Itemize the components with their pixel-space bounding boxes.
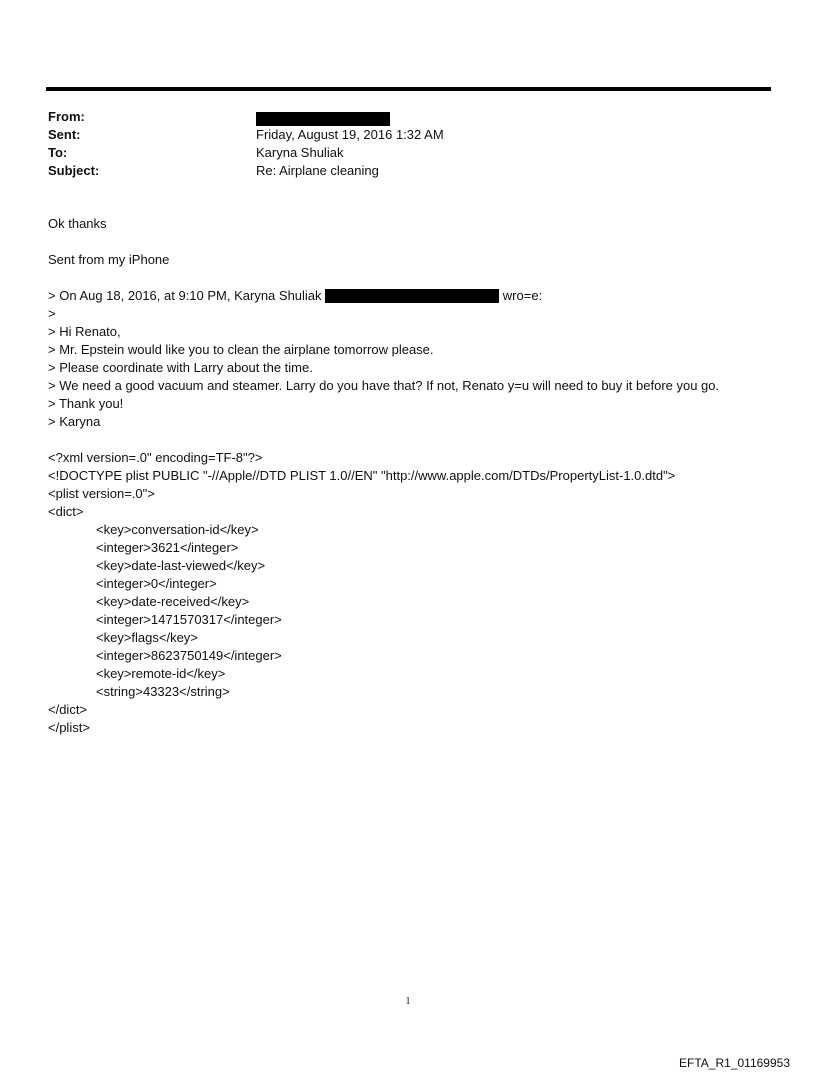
quote-line: > [48,306,56,321]
quote-line: > Please coordinate with Larry about the time. [48,360,313,375]
xml-line: <integer>0</integer> [96,576,217,591]
xml-line: <key>flags</key> [96,630,198,645]
sent-value: Friday, August 19, 2016 1:32 AM [256,127,444,142]
xml-line: <string>43323</string> [96,684,230,699]
xml-line: </plist> [48,720,90,735]
xml-line: <?xml version=.0" encoding=TF-8"?> [48,450,263,465]
page-number: 1 [405,996,411,1007]
to-label: To: [48,145,68,160]
xml-line: <integer>1471570317</integer> [96,612,282,627]
xml-line: <plist version=.0"> [48,486,155,501]
xml-line: </dict> [48,702,88,717]
reply-text: Ok thanks [48,216,107,231]
xml-line: <key>conversation-id</key> [96,522,259,537]
subject-value: Re: Airplane cleaning [256,163,379,178]
xml-line: <key>date-received</key> [96,594,250,609]
xml-line: <integer>8623750149</integer> [96,648,282,663]
quote-line: > We need a good vacuum and steamer. Larry do you have that? If not, Renato y=u will need to buy it before you go. [48,378,720,393]
quote-line: > Hi Renato, [48,324,121,339]
signature-text: Sent from my iPhone [48,252,170,267]
subject-label: Subject: [48,163,100,178]
from-label: From: [48,109,85,124]
redaction-box [256,112,390,126]
sent-label: Sent: [48,127,81,142]
quote-intro-text: > On Aug 18, 2016, at 9:10 PM, Karyna Shuliak [48,288,322,303]
to-value: Karyna Shuliak [256,145,344,160]
xml-line: <!DOCTYPE plist PUBLIC "-//Apple//DTD PLIST 1.0//EN" "http://www.apple.com/DTDs/PropertyList-1.0.dtd"> [48,468,676,483]
from-value [256,108,390,126]
quote-line: > Karyna [48,414,101,429]
quote-intro-suffix: wro=e: [502,288,543,303]
document-id: EFTA_R1_01169953 [679,1056,790,1070]
xml-line: <key>remote-id</key> [96,666,226,681]
quote-line: > Mr. Epstein would like you to clean the airplane tomorrow please. [48,342,434,357]
quote-line: > Thank you! [48,396,124,411]
email-body [48,215,788,737]
header-rule [46,87,771,91]
quote-intro [48,287,788,305]
xml-line: <integer>3621</integer> [96,540,239,555]
redaction-box [325,289,499,303]
xml-line: <dict> [48,504,84,519]
xml-line: <key>date-last-viewed</key> [96,558,266,573]
